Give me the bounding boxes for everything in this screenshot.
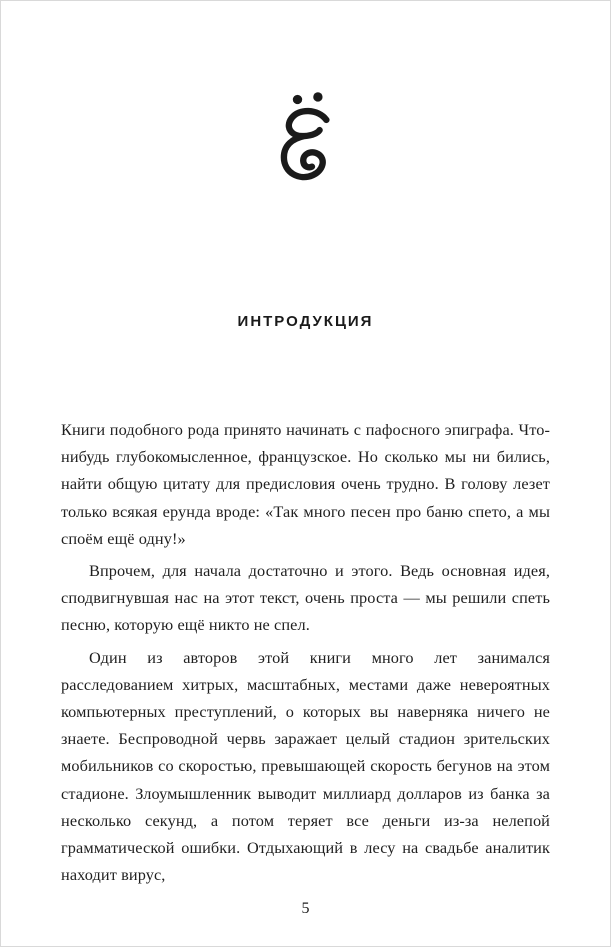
- paragraph-3: Один из авторов этой книги много лет занимался расследованием хитрых, масштабных, местами даже невероятных компьютерных преступлений, о которых вы наверняка ничего не знаете. Беспроводной червь заражает целый стадион зрительских мобильников со скоростью, превышающей скорость бегунов на этом стадионе. Злоумышленник выводит миллиард долларов из банка за несколько секунд, а потом теряет все деньги из-за нелепой грамматической ошибки. Отдыхающий в лесу на свадьбе аналитик находит вирус,: [61, 647, 550, 885]
- chapter-title: ИНТРОДУКЦИЯ: [237, 313, 374, 330]
- paragraph-2: Впрочем, для начала достаточно и этого. Ведь основная идея, сподвигнувшая нас на этот текст, очень проста — мы решили спеть песню, которую ещё никто не спел.: [61, 561, 550, 635]
- publisher-yo-logo-icon: [263, 91, 349, 193]
- page-number: 5: [301, 900, 310, 917]
- paragraph-1: Книги подобного рода принято начинать с пафосного эпиграфа. Что-нибудь глубокомысленное, французское. Но сколько мы ни бились, найти общую цитату для предисловия очень трудно. В голову лезет только всякая ерунда вроде: «Так много песен про баню спето, а мы споём ещё одну!»: [61, 420, 550, 548]
- body-text: [61, 416, 550, 888]
